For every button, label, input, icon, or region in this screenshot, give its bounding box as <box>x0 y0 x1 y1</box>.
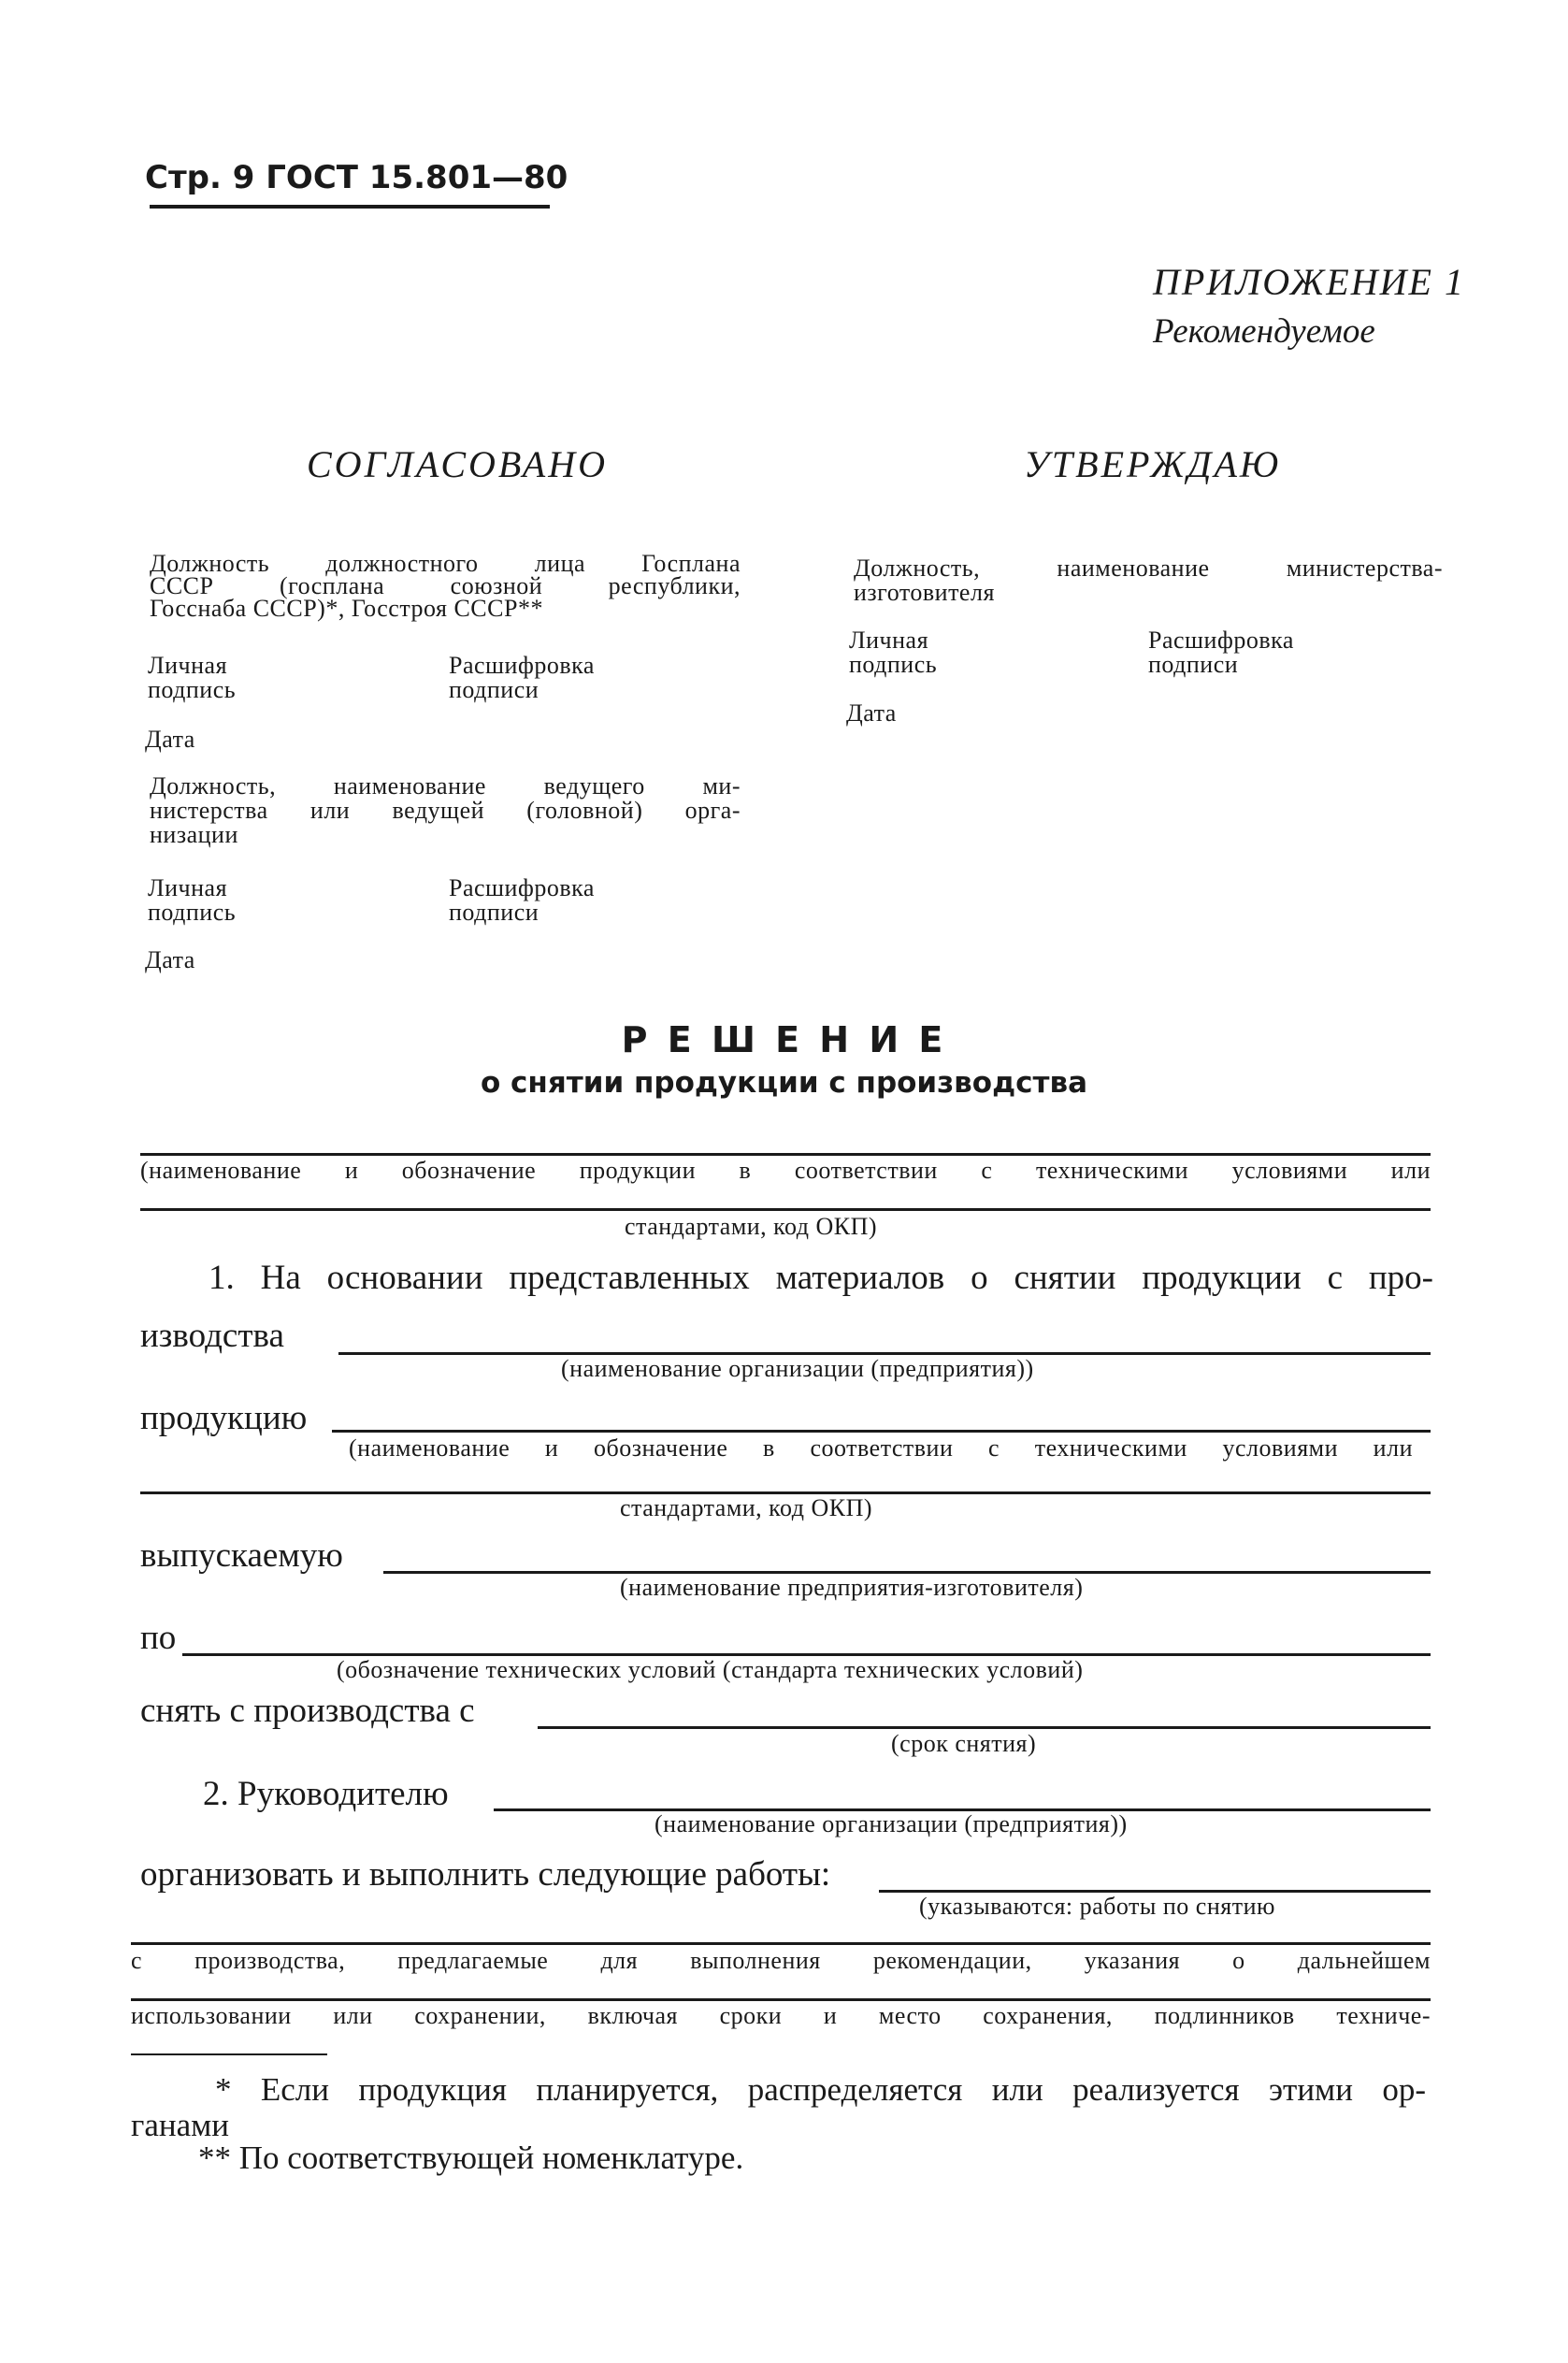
item2-prefix: 2. Руководителю <box>203 1775 449 1813</box>
approve-signature-label-a: Личная <box>849 627 929 654</box>
agreed-position-line-2: СССР (госплана союзной республики, <box>150 572 741 599</box>
hint-org: (наименование организации (предприятия)) <box>561 1355 1034 1382</box>
header-rule <box>150 205 550 209</box>
date-label-1: Дата <box>145 726 195 753</box>
decode-label-1a: Расшифровка <box>449 652 595 679</box>
agreed-position-line-3: Госснаба СССР)*, Госстроя СССР** <box>150 595 543 622</box>
item1-line1: 1. На основании представленных материалов о снятии продукции с про- <box>209 1259 1433 1297</box>
leading-ministry-line-1: Должность, наименование ведущего ми- <box>150 772 741 800</box>
hint-term: (срок снятия) <box>891 1730 1037 1757</box>
decision-subtitle: о снятии продукции с производства <box>480 1066 1088 1100</box>
product-prefix: продукцию <box>140 1399 308 1437</box>
approve-date-label: Дата <box>846 699 897 727</box>
hint-product-4: стандартами, код ОКП) <box>620 1494 873 1521</box>
by-prefix: по <box>140 1619 177 1657</box>
appendix-title: ПРИЛОЖЕНИЕ 1 <box>1153 261 1465 303</box>
works-blank-line-3 <box>131 1998 1431 2001</box>
approve-signature-label-b: подпись <box>849 651 938 678</box>
decode-label-2a: Расшифровка <box>449 874 595 901</box>
decode-label-2b: подписи <box>449 899 539 926</box>
page-number: Стр. 9 <box>145 159 255 196</box>
hint-spec: (обозначение технических условий (стандарта технических условий) <box>337 1656 1084 1683</box>
footnote-1-line-1: * Если продукция планируется, распределяется или реализуется этими ор- <box>215 2071 1426 2108</box>
signature-label-2a: Личная <box>148 874 228 901</box>
organize-prefix: организовать и выполнить следующие работы: <box>140 1855 831 1894</box>
approve-position-line-1: Должность, наименование министерства- <box>854 555 1443 582</box>
approve-position-line-2: изготовителя <box>854 579 995 606</box>
hint-manufacturer: (наименование предприятия-изготовителя) <box>620 1574 1084 1601</box>
hint-product-3: (наименование и обозначение в соответствии с техническими условиями или <box>349 1434 1413 1462</box>
date-label-2: Дата <box>145 946 195 973</box>
item1-prefix: изводства <box>140 1317 284 1355</box>
hint-org-2: (наименование организации (предприятия)) <box>655 1810 1128 1837</box>
hint-product-2: стандартами, код ОКП) <box>625 1213 878 1240</box>
agreed-heading: СОГЛАСОВАНО <box>307 443 609 485</box>
footnote-1-line-2: ганами <box>131 2107 230 2143</box>
approve-decode-label-b: подписи <box>1148 651 1239 678</box>
footnote-rule <box>131 2053 327 2055</box>
agreed-position-line-1: Должность должностного лица Госплана <box>150 550 741 577</box>
works-blank-line-2 <box>131 1942 1431 1945</box>
decode-label-1b: подписи <box>449 676 539 703</box>
page-header <box>145 159 568 196</box>
hint-product-1: (наименование и обозначение продукции в соответствии с техническими условиями или <box>140 1157 1431 1184</box>
product-blank-line-2 <box>140 1208 1431 1211</box>
footnote-2: ** По соответствующей номенклатуре. <box>198 2140 744 2176</box>
signature-label-1a: Личная <box>148 652 228 679</box>
produced-prefix: выпускаемую <box>140 1536 343 1575</box>
leading-ministry-line-3: низации <box>150 821 238 848</box>
hint-works-3: использовании или сохранении, включая сроки и место сохранения, подлинников техниче- <box>131 2002 1431 2029</box>
appendix-subtitle: Рекомендуемое <box>1153 312 1375 351</box>
product-name-blank-line <box>332 1430 1431 1433</box>
standard-number: ГОСТ 15.801—80 <box>266 159 568 196</box>
approve-heading: УТВЕРЖДАЮ <box>1024 443 1282 485</box>
remove-prefix: снять с производства с <box>140 1692 475 1730</box>
hint-works-2: с производства, предлагаемые для выполнения рекомендации, указания о дальнейшем <box>131 1947 1431 1974</box>
signature-label-1b: подпись <box>148 676 237 703</box>
decision-title: Р Е Ш Е Н И Е <box>621 1019 947 1060</box>
signature-label-2b: подпись <box>148 899 237 926</box>
hint-works-1: (указываются: работы по снятию <box>919 1893 1275 1920</box>
term-blank-line <box>538 1726 1431 1729</box>
approve-decode-label-a: Расшифровка <box>1148 627 1294 654</box>
product-blank-line-1 <box>140 1153 1431 1156</box>
leading-ministry-line-2: нистерства или ведущей (головной) орга- <box>150 797 741 824</box>
